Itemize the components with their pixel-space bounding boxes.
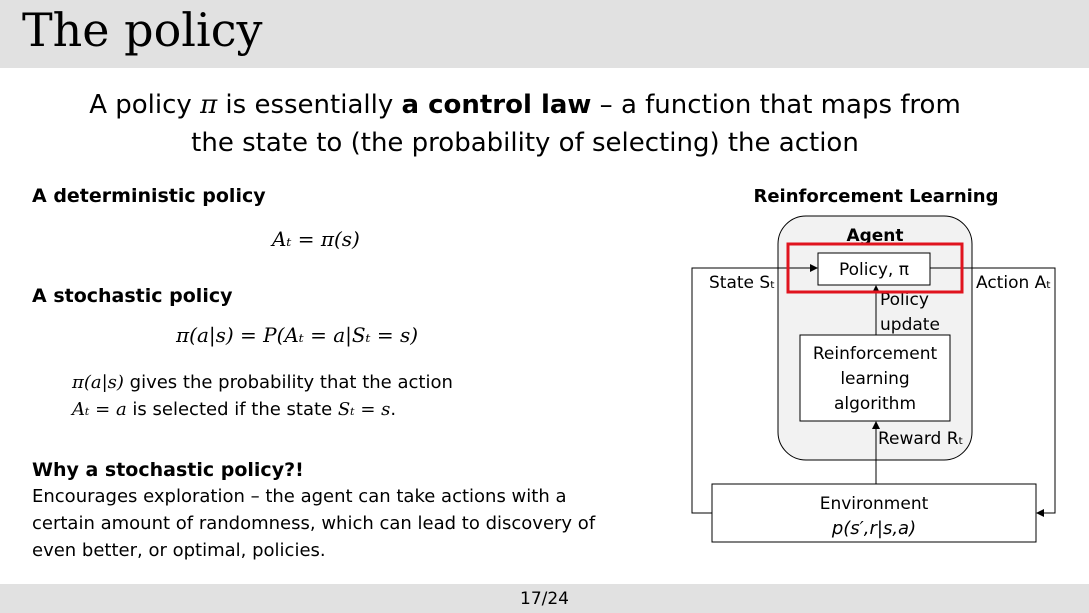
desc-math-3: Sₜ = s [337,399,391,420]
page-number: 17/24 [520,589,569,609]
agent-label: Agent [846,226,904,246]
intro-part3: – a function that maps from [591,90,961,120]
policy-label: Policy, π [839,260,909,280]
diagram-title: Reinforcement Learning [753,186,999,207]
intro-part1: A policy [89,90,201,120]
why-line-2: certain amount of randomness, which can lead to discovery of [32,513,596,534]
rl-label-1: Reinforcement [812,344,938,364]
state-label: State Sₜ [709,273,776,293]
intro-bold: a control law [401,90,592,120]
deterministic-formula: Aₜ = π(s) [272,227,360,251]
desc-math-2: Aₜ = a [72,399,127,420]
intro-part2: is essentially [217,90,402,120]
desc-text-2: is selected if the state [126,399,338,420]
why-line-3: even better, or optimal, policies. [32,540,326,561]
policy-update-label-2: update [880,315,940,335]
environment-formula: p(s′,r|s,a) [831,518,917,539]
intro-pi: π [200,90,218,120]
slide-title: The policy [22,3,263,57]
why-line-1: Encourages exploration – the agent can take actions with a [32,486,567,507]
rl-label-3: algorithm [833,394,917,414]
stochastic-heading: A stochastic policy [32,285,233,307]
reward-label: Reward Rₜ [878,429,964,449]
intro-line2: the state to (the probability of selecting) the action [191,128,859,158]
environment-label: Environment [819,494,929,514]
stochastic-formula: π(a|s) = P(Aₜ = a|Sₜ = s) [176,323,419,347]
desc-text-1: gives the probability that the action [123,372,453,393]
policy-update-label-1: Policy [880,290,929,310]
action-label: Action Aₜ [976,273,1052,293]
why-heading: Why a stochastic policy?! [32,459,304,481]
desc-text-3: . [390,399,397,420]
desc-math-1: π(a|s) [72,372,124,393]
rl-label-2: learning [840,369,910,389]
deterministic-heading: A deterministic policy [32,185,266,207]
